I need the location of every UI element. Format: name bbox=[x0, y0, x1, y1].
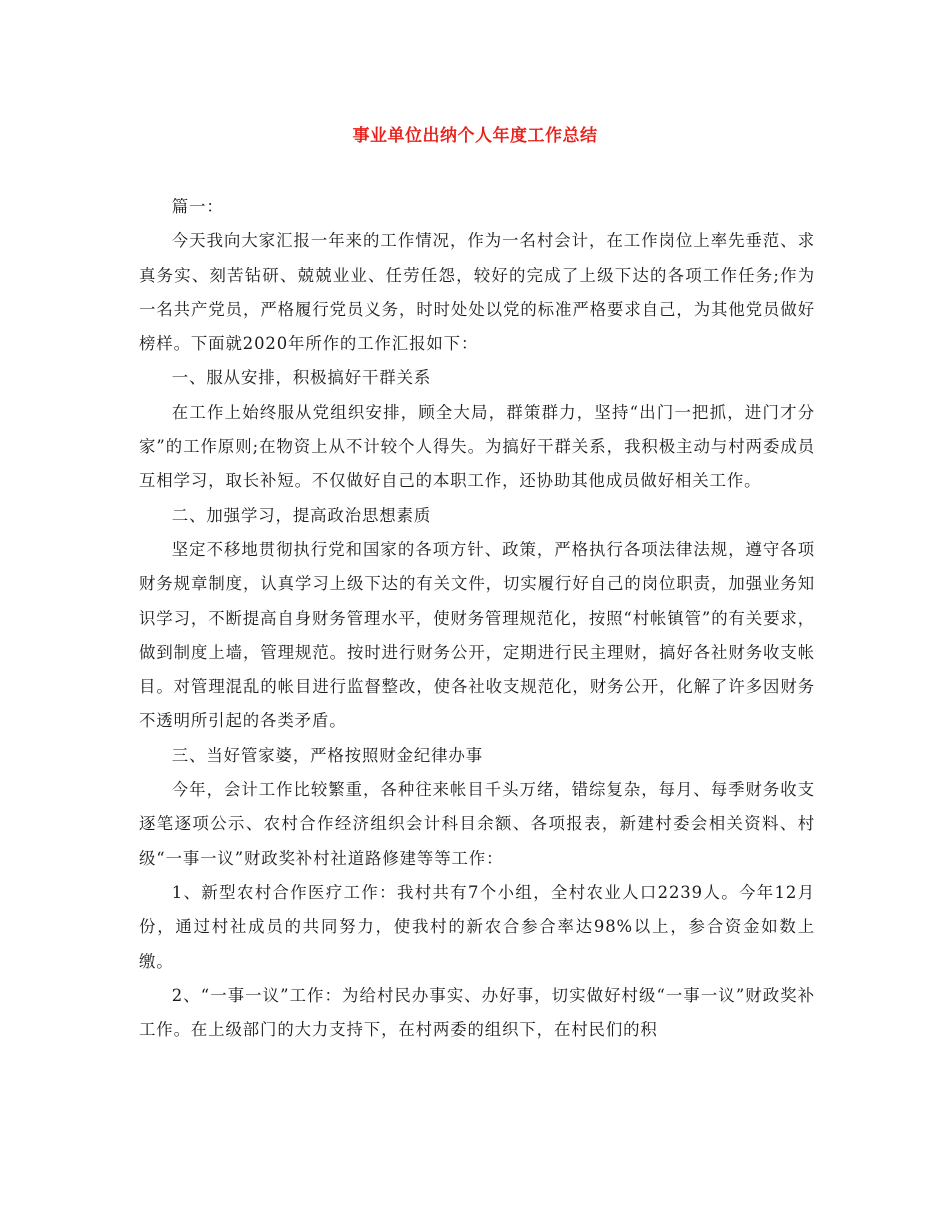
heading-section-3: 三、当好管家婆，严格按照财金纪律办事 bbox=[171, 745, 484, 765]
paragraph-section-1: 在工作上始终服从党组织安排，顾全大局，群策群力，坚持“出门一把抓，进门才分家”的工作原则;在物资上从不计较个人得失。为搞好干群关系，我积极主动与村两委成员互相学习，取长补短。不仅做好自己的本职工作，还协助其他成员做好相关工作。 bbox=[139, 402, 815, 491]
document-body bbox=[139, 190, 815, 1047]
heading-section-1: 一、服从安排，积极搞好干群关系 bbox=[171, 368, 432, 388]
heading-section-2: 二、加强学习，提高政治思想素质 bbox=[171, 505, 432, 525]
paragraph-item-1: 1、新型农村合作医疗工作：我村共有7个小组，全村农业人口2239人。今年12月份，通过村社成员的共同努力，使我村的新农合参合率达98%以上，参合资金如数上缴。 bbox=[139, 882, 815, 971]
paragraph-section-2: 坚定不移地贯彻执行党和国家的各项方针、政策，严格执行各项法律法规，遵守各项财务规章制度，认真学习上级下达的有关文件，切实履行好自己的岗位职责，加强业务知识学习，不断提高自身财务管理水平，使财务管理规范化，按照“村帐镇管”的有关要求，做到制度上墙，管理规范。按时进行财务公开，定期进行民主理财，搞好各社财务收支帐目。对管理混乱的帐目进行监督整改，使各社收支规范化，财务公开，化解了许多因财务不透明所引起的各类矛盾。 bbox=[139, 539, 815, 731]
document-title: 事业单位出纳个人年度工作总结 bbox=[352, 126, 598, 146]
paragraph-section-label: 篇一： bbox=[171, 197, 224, 216]
paragraph-intro: 今天我向大家汇报一年来的工作情况，作为一名村会计，在工作岗位上率先垂范、求真务实、刻苦钻研、兢兢业业、任劳任怨，较好的完成了上级下达的各项工作任务;作为一名共产党员，严格履行党员义务，时时处处以党的标准严格要求自己，为其他党员做好榜样。下面就2020年所作的工作汇报如下： bbox=[139, 231, 815, 354]
paragraph-section-3: 今年，会计工作比较繁重，各种往来帐目千头万绪，错综复杂，每月、每季财务收支逐笔逐项公示、农村合作经济组织会计科目余额、各项报表，新建村委会相关资料、村级“一事一议”财政奖补村社道路修建等等工作： bbox=[139, 780, 815, 868]
paragraph-item-2: 2、“一事一议”工作：为给村民办事实、办好事，切实做好村级“一事一议”财政奖补工作。在上级部门的大力支持下，在村两委的组织下，在村民们的积 bbox=[139, 985, 815, 1040]
